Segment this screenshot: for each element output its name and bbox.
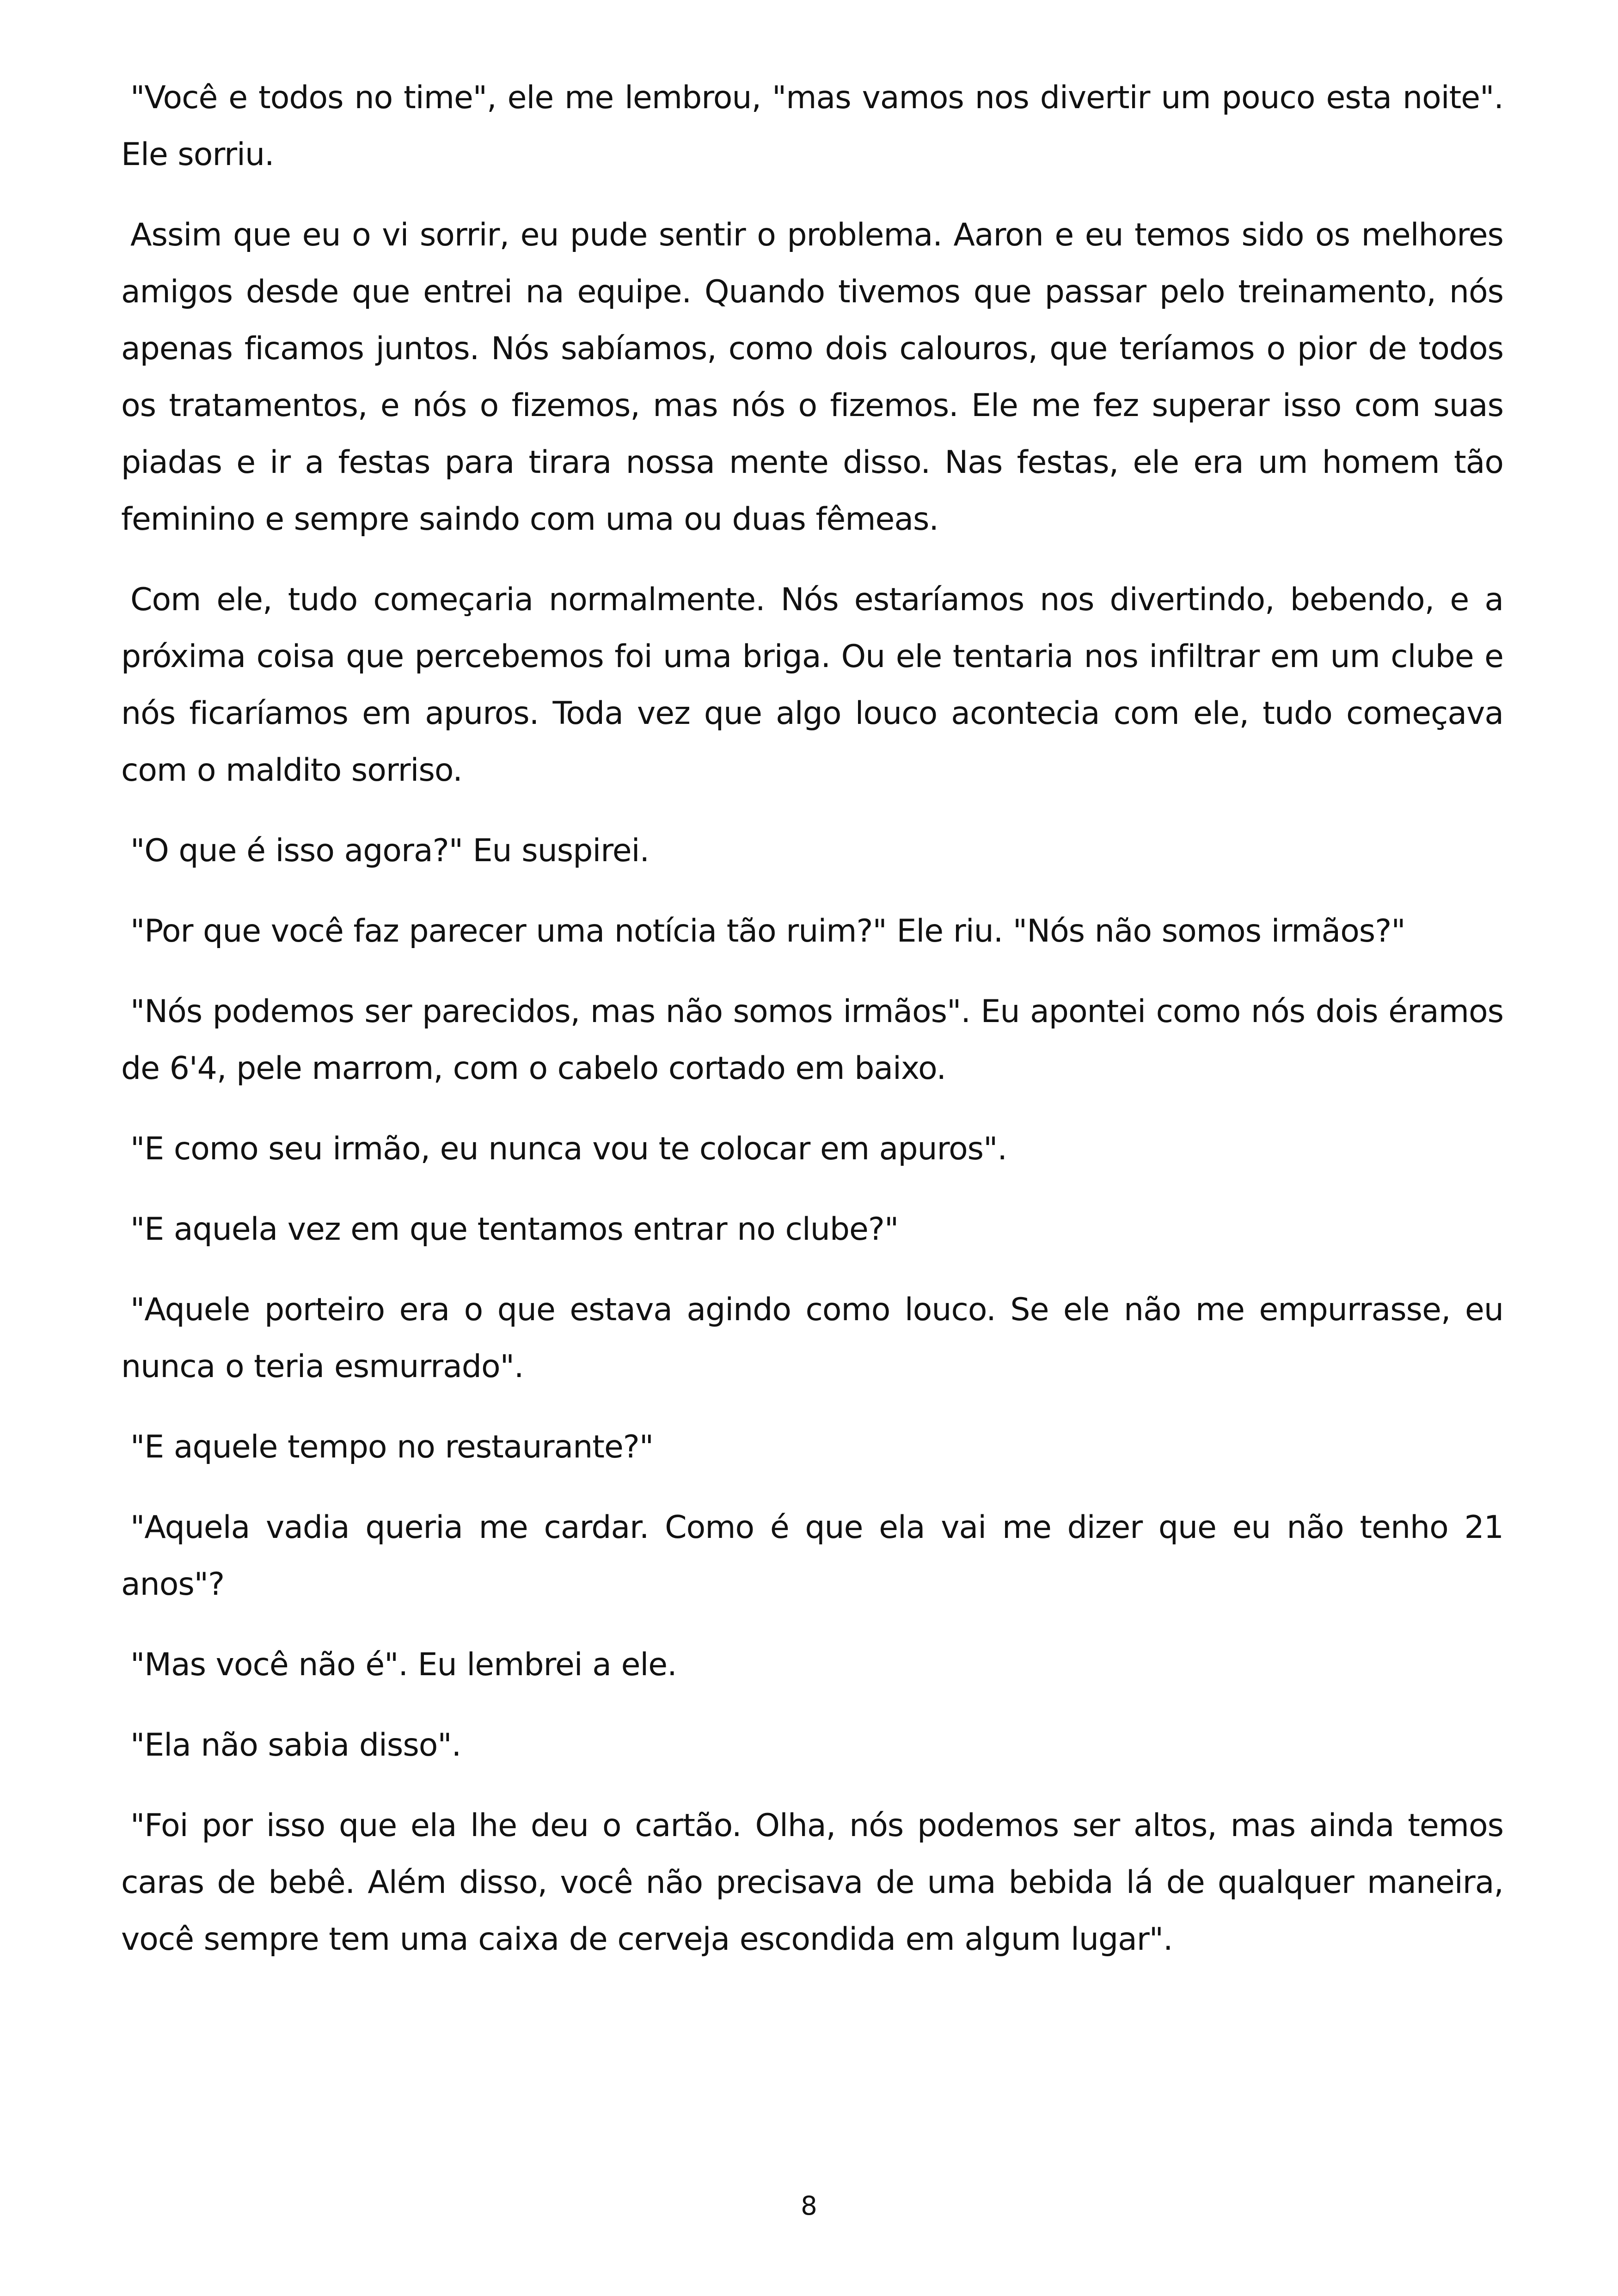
paragraph: "Você e todos no time", ele me lembrou, "mas vamos nos divertir um pouco esta noite". Ele sorriu. xyxy=(121,80,1503,173)
paragraph: "Mas você não é". Eu lembrei a ele. xyxy=(130,1647,677,1683)
paragraph: "O que é isso agora?" Eu suspirei. xyxy=(130,833,650,869)
paragraph: Com ele, tudo começaria normalmente. Nós estaríamos nos divertindo, bebendo, e a próxima coisa que percebemos foi uma briga. Ou ele tentaria nos infiltrar em um clube e nós ficaríamos em apuros. Toda vez que algo louco acontecia com ele, tudo começava com o maldito sorriso. xyxy=(121,582,1503,789)
page-number: 8 xyxy=(801,2191,817,2221)
paragraph: Assim que eu o vi sorrir, eu pude sentir o problema. Aaron e eu temos sido os melhores amigos desde que entrei na equipe. Quando tivemos que passar pelo treinamento, nós apenas ficamos juntos. Nós sabíamos, como dois calouros, que teríamos o pior de todos os tratamentos, e nós o fizemos, mas nós o fizemos. Ele me fez superar isso com suas piadas e ir a festas para tirara nossa mente disso. Nas festas, ele era um homem tão feminino e sempre saindo com uma ou duas fêmeas. xyxy=(121,217,1503,538)
body-text xyxy=(121,69,1503,1991)
paragraph: "Foi por isso que ela lhe deu o cartão. Olha, nós podemos ser altos, mas ainda temos caras de bebê. Além disso, você não precisava de uma bebida lá de qualquer maneira, você sempre tem uma caixa de cerveja escondida em algum lugar". xyxy=(121,1807,1503,1958)
paragraph: "Aquela vadia queria me cardar. Como é que ela vai me dizer que eu não tenho 21 anos"? xyxy=(121,1509,1503,1603)
paragraph: "Por que você faz parecer uma notícia tão ruim?" Ele riu. "Nós não somos irmãos?" xyxy=(130,913,1405,949)
paragraph: "E como seu irmão, eu nunca vou te colocar em apuros". xyxy=(130,1131,1007,1167)
paragraph: "Aquele porteiro era o que estava agindo como louco. Se ele não me empurrasse, eu nunca o teria esmurrado". xyxy=(121,1292,1503,1385)
paragraph: "Nós podemos ser parecidos, mas não somos irmãos". Eu apontei como nós dois éramos de 6'4, pele marrom, com o cabelo cortado em baixo. xyxy=(121,993,1503,1087)
paragraph: "Ela não sabia disso". xyxy=(130,1727,461,1763)
paragraph: "E aquela vez em que tentamos entrar no clube?" xyxy=(130,1211,899,1248)
paragraph: "E aquele tempo no restaurante?" xyxy=(130,1429,654,1465)
